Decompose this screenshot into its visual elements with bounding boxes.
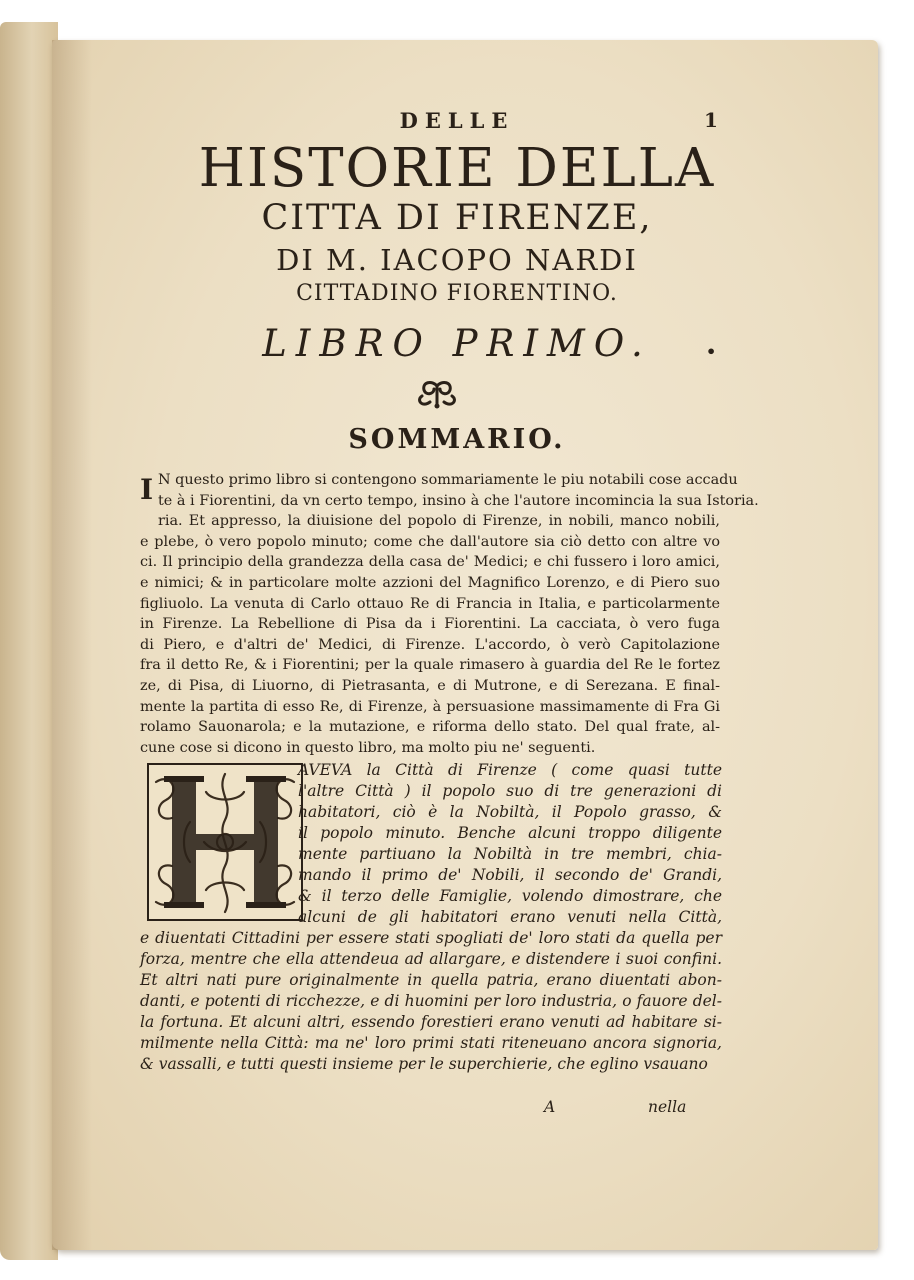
book-heading: LIBRO PRIMO.	[262, 322, 652, 365]
initial-letter-text: H	[146, 762, 147, 763]
body-line: & vassalli, e tutti questi insieme per le superchierie, che eglino vsauano	[140, 1055, 708, 1073]
body-line: e diuentati Cittadini per essere stati spogliati de' loro stati da quella per	[140, 929, 722, 947]
body-line: il popolo minuto. Benche alcuni troppo diligente	[298, 824, 722, 842]
body-line: & il terzo delle Famiglie, volendo dimostrare, che	[298, 887, 722, 905]
summary-drop-letter: I	[140, 473, 154, 506]
signature-mark: A	[544, 1098, 556, 1116]
body-line: danti, e potenti di ricchezze, e di huomini per loro industria, o fauore del-	[140, 992, 722, 1010]
summary-line: rolamo Sauonarola; e la mutazione, e riforma dello stato. Del qual frate, al-	[140, 719, 720, 736]
body-line: milmente nella Città: ma ne' loro primi stati riteneuano ancora signoria,	[140, 1034, 722, 1052]
body-line: habitatori, ciò è la Nobiltà, il Popolo grasso, &	[298, 803, 722, 821]
title-author: DI M. IACOPO NARDI	[276, 243, 638, 277]
opening-paragraph	[140, 760, 722, 1075]
body-line: l'altre Città ) il popolo suo di tre generazioni di	[298, 782, 722, 800]
summary-line: di Piero, e d'altri de' Medici, di Firenze. L'accordo, ò verò Capitolazione	[140, 636, 720, 653]
title-line-1: DELLE	[399, 108, 515, 133]
folio-number: 1	[704, 108, 718, 132]
title-line-3: CITTA DI FIRENZE,	[261, 198, 653, 238]
body-line: AVEVA la Città di Firenze ( come quasi tutte	[298, 761, 722, 779]
summary-line: fra il detto Re, & i Fiorentini; per la quale rimasero à guardia del Re le fortez	[140, 657, 720, 674]
summary-line: mente la partita di esso Re, di Firenze, à persuasione massimamente di Fra Gi	[140, 698, 720, 715]
body-line: mente partiuano la Nobiltà in tre membri, chia-	[298, 845, 722, 863]
fleuron-ornament-icon	[412, 380, 462, 410]
summary-heading: SOMMARIO.	[348, 424, 566, 455]
summary-line: in Firenze. La Rebellione di Pisa da i Fiorentini. La cacciata, ò vero fuga	[140, 616, 720, 633]
body-line: alcuni de gli habitatori erano venuti nella Città,	[298, 908, 722, 926]
summary-line: N questo primo libro si contengono sommariamente le piu notabili cose accadu	[158, 472, 738, 488]
body-line: Et altri nati pure originalmente in quella patria, erano diuentati abon-	[140, 971, 722, 989]
body-line: mando il primo de' Nobili, il secondo de' Grandi,	[298, 866, 722, 884]
summary-line: ci. Il principio della grandezza della casa de' Medici; e chi fussero i loro amici,	[140, 554, 720, 571]
title-author-descriptor: CITTADINO FIORENTINO.	[296, 281, 618, 306]
summary-line: ze, di Pisa, di Liuorno, di Pietrasanta, e di Mutrone, e di Serezana. E final-	[140, 677, 720, 694]
summary-paragraph	[140, 470, 759, 758]
summary-line: ria. Et appresso, la diuisione del popolo di Firenze, in nobili, manco nobili,	[158, 513, 720, 530]
summary-line: te à i Fiorentini, da vn certo tempo, insino à che l'autore incomincia la sua Istoria.	[158, 492, 759, 509]
title-line-2: HISTORIE DELLA	[198, 138, 716, 199]
summary-line: e nimici; & in particolare molte azzioni del Magnifico Lorenzo, e di Piero suo	[140, 574, 720, 591]
summary-line: figliuolo. La venuta di Carlo ottauo Re di Francia in Italia, e particolarmente	[140, 595, 720, 612]
summary-line: e plebe, ò vero popolo minuto; come che dall'autore sia ciò detto con altre vo	[140, 533, 720, 550]
body-line: forza, mentre che ella attendeua ad allargare, e distendere i suoi confini.	[140, 950, 722, 968]
catchword: nella	[648, 1098, 687, 1116]
body-line: la fortuna. Et alcuni altri, essendo forestieri erano venuti ad habitare si-	[140, 1013, 722, 1031]
margin-mark: •	[706, 342, 717, 361]
summary-line: cune cose si dicono in questo libro, ma molto piu ne' seguenti.	[140, 739, 596, 756]
